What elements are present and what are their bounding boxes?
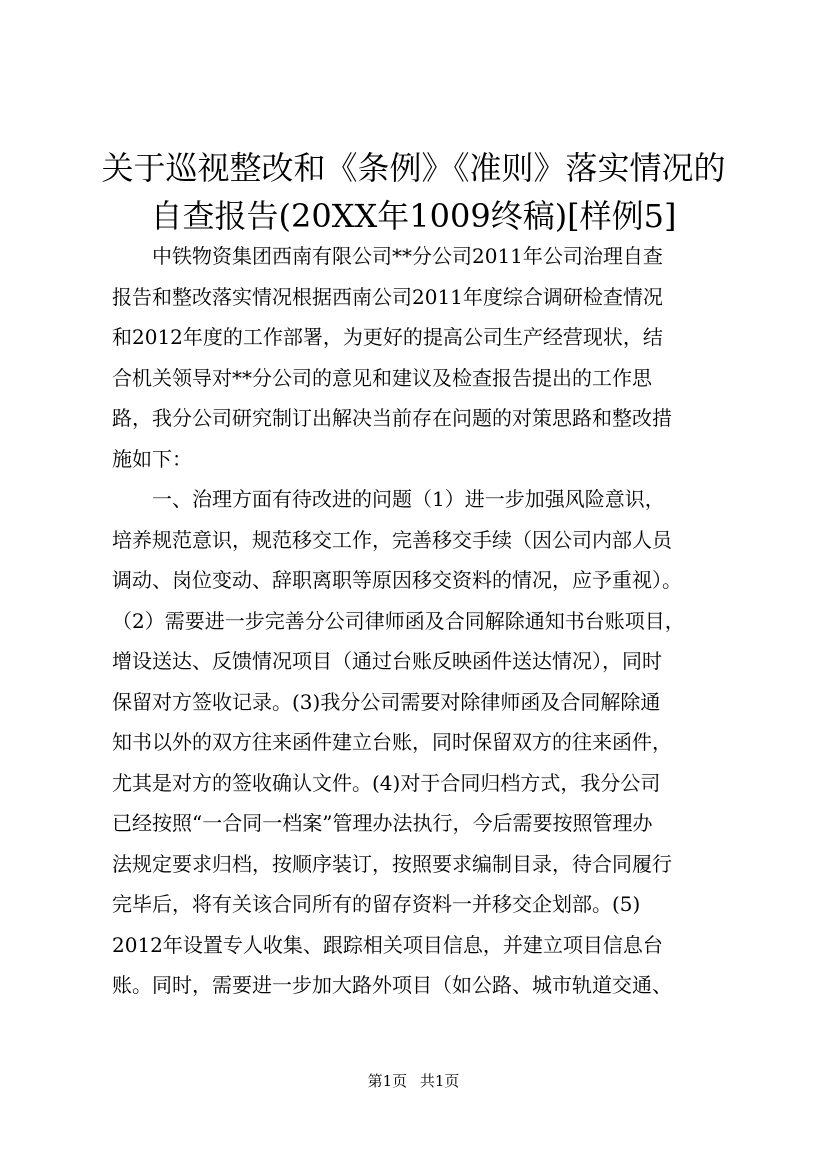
page-number: 第1页 xyxy=(367,1072,408,1090)
paragraph-line: 完毕后，将有关该合同所有的留存资料一并移交企划部。(5) xyxy=(112,892,641,916)
paragraph-line: 培养规范意识，规范移交工作，完善移交手续（因公司内部人员 xyxy=(112,527,672,552)
document-title-line-2: 自查报告(20XX年1009终稿)[样例5] xyxy=(150,197,677,235)
paragraph-line: 报告和整改落实情况根据西南公司2011年度综合调研检查情况 xyxy=(112,284,663,309)
paragraph-line: 中铁物资集团西南有限公司**分公司2011年公司治理自查 xyxy=(152,244,663,268)
paragraph-line: 合机关领导对**分公司的意见和建议及检查报告提出的工作思 xyxy=(112,365,652,390)
paragraph-governance-issues xyxy=(112,479,732,1006)
paragraph-intro xyxy=(112,236,732,479)
paragraph-line: （2）需要进一步完善分公司律师函及合同解除通知书台账项目， xyxy=(112,608,685,633)
paragraph-line: 法规定要求归档，按顺序装订，按照要求编制目录，待合同履行 xyxy=(112,851,672,876)
page-total: 共1页 xyxy=(419,1072,460,1090)
paragraph-line: 2012年设置专人收集、跟踪相关项目信息，并建立项目信息台 xyxy=(112,932,663,957)
paragraph-line: 调动、岗位变动、辞职离职等原因移交资料的情况，应予重视）。 xyxy=(112,568,682,592)
paragraph-line: 已经按照“一合同一档案”管理办法执行，今后需要按照管理办 xyxy=(112,811,653,835)
paragraph-line: 施如下： xyxy=(112,446,192,471)
paragraph-line: 保留对方签收记录。(3)我分公司需要对除律师函及合同解除通 xyxy=(112,689,661,714)
paragraph-line: 账。同时，需要进一步加大路外项目（如公路、城市轨道交通、 xyxy=(112,973,672,997)
document-title-line-1: 关于巡视整改和《条例》《准则》落实情况的 xyxy=(101,149,726,187)
paragraph-line: 路，我分公司研究制订出解决当前存在问题的对策思路和整改措 xyxy=(112,406,672,430)
paragraph-line: 尤其是对方的签收确认文件。(4)对于合同归档方式，我分公司 xyxy=(112,770,661,795)
paragraph-line: 增设送达、反馈情况项目（通过台账反映函件送达情况），同时 xyxy=(112,649,662,673)
paragraph-line: 知书以外的双方往来函件建立台账，同时保留双方的往来函件， xyxy=(112,730,672,754)
paragraph-line: 一、治理方面有待改进的问题（1）进一步加强风险意识， xyxy=(152,487,665,511)
page-footer xyxy=(0,1071,827,1091)
paragraph-line: 和2012年度的工作部署，为更好的提高公司生产经营现状，结 xyxy=(112,325,663,349)
